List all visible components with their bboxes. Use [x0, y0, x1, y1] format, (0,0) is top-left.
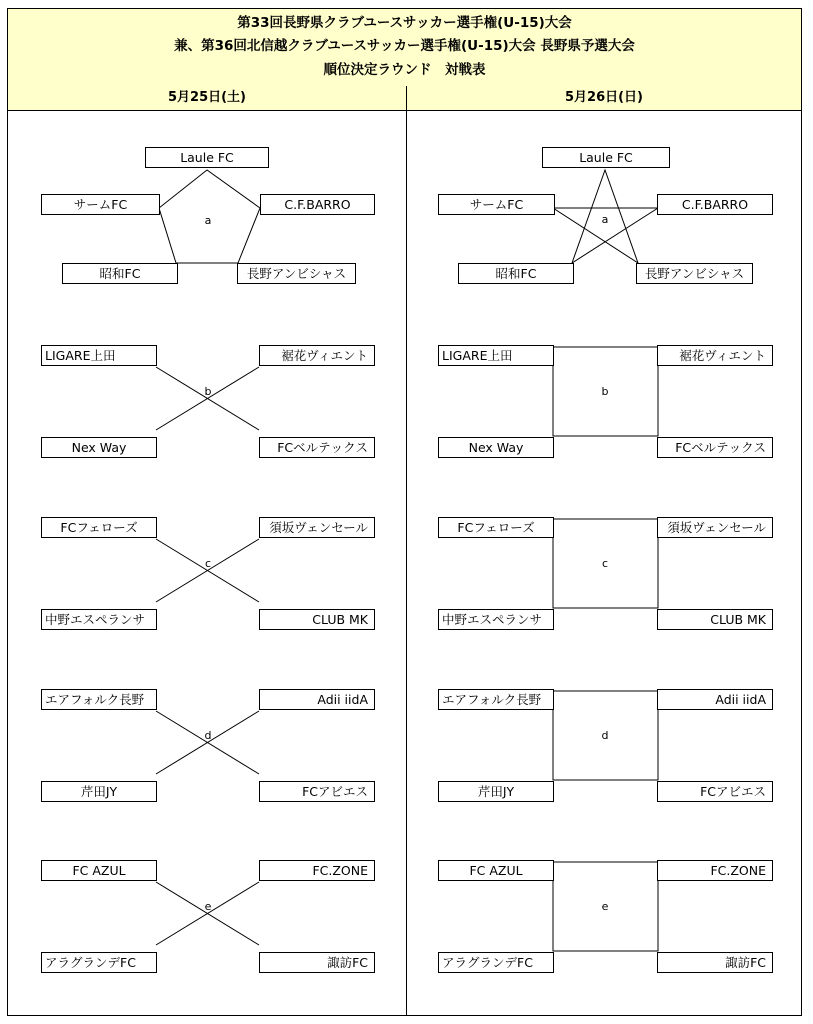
team-box-fc-fellows: FCフェローズ: [41, 517, 157, 538]
team-box-fc-azul: FC AZUL: [438, 860, 554, 881]
team-box-suzaka-vencer: 須坂ヴェンセール: [259, 517, 375, 538]
group-c-cross-day1: [156, 539, 259, 602]
team-box-cf-barro: C.F.BARRO: [657, 194, 773, 215]
team-box-sam-fc: サームFC: [438, 194, 555, 215]
group-b-cross-day1: [156, 367, 259, 430]
team-box-suzaka-vencer: 須坂ヴェンセール: [657, 517, 773, 538]
team-box-laule-fc: Laule FC: [542, 147, 670, 168]
team-box-fc-abies: FCアビエス: [259, 781, 375, 802]
team-box-fc-abies: FCアビエス: [657, 781, 773, 802]
team-box-fc-zone: FC.ZONE: [259, 860, 375, 881]
team-box-fc-azul: FC AZUL: [41, 860, 157, 881]
team-box-adii-iida: Adii iidA: [259, 689, 375, 710]
team-box-nex-way: Nex Way: [41, 437, 157, 458]
group-label-d-day2: d: [601, 729, 609, 742]
team-box-adii-iida: Adii iidA: [657, 689, 773, 710]
team-box-fc-vertex: FCベルテックス: [657, 437, 773, 458]
day-2-header: 5月26日(日): [564, 90, 644, 105]
team-box-ala-grande-fc: アラグランデFC: [438, 952, 554, 973]
group-label-a-day2: a: [601, 213, 609, 226]
team-box-erfolg-nagano: エアフォルク長野: [438, 689, 554, 710]
title-line-1: 第33回長野県クラブユースサッカー選手権(U-15)大会: [237, 15, 572, 31]
group-label-a-day1: a: [204, 214, 212, 227]
team-box-cf-barro: C.F.BARRO: [260, 194, 375, 215]
team-box-ligare-ueda: LIGARE上田: [438, 345, 554, 366]
title-line-2: 兼、第36回北信越クラブユースサッカー選手権(U-15)大会 長野県予選大会: [174, 38, 635, 54]
team-box-fc-vertex: FCベルテックス: [259, 437, 375, 458]
day-1-header: 5月25日(土): [167, 90, 247, 105]
group-e-cross-day1: [156, 882, 259, 945]
team-box-ligare-ueda: LIGARE上田: [41, 345, 157, 366]
team-box-serida-jy: 芹田JY: [41, 781, 157, 802]
group-label-c-day1: c: [204, 557, 212, 570]
team-box-showa-fc: 昭和FC: [62, 263, 178, 284]
team-box-fc-zone: FC.ZONE: [657, 860, 773, 881]
group-label-c-day2: c: [601, 557, 609, 570]
team-box-susobana-viento: 裾花ヴィエント: [657, 345, 773, 366]
team-box-nakano-esperanza: 中野エスペランサ: [438, 609, 554, 630]
team-box-club-mk: CLUB MK: [259, 609, 375, 630]
team-box-nagano-ambitious: 長野アンビシャス: [636, 263, 753, 284]
team-box-showa-fc: 昭和FC: [458, 263, 574, 284]
team-box-nex-way: Nex Way: [438, 437, 554, 458]
team-box-nakano-esperanza: 中野エスペランサ: [41, 609, 157, 630]
group-label-e-day1: e: [204, 900, 212, 913]
match-schedule-sheet: [7, 8, 802, 1016]
team-box-fc-fellows: FCフェローズ: [438, 517, 554, 538]
group-label-b-day1: b: [204, 385, 212, 398]
group-label-d-day1: d: [204, 729, 212, 742]
team-box-serida-jy: 芹田JY: [438, 781, 554, 802]
team-box-club-mk: CLUB MK: [657, 609, 773, 630]
group-label-e-day2: e: [601, 900, 609, 913]
team-box-nagano-ambitious: 長野アンビシャス: [237, 263, 356, 284]
group-d-cross-day1: [156, 711, 259, 774]
team-box-suwa-fc: 諏訪FC: [657, 952, 773, 973]
team-box-ala-grande-fc: アラグランデFC: [41, 952, 157, 973]
title-line-3: 順位決定ラウンド 対戦表: [323, 62, 486, 78]
team-box-laule-fc: Laule FC: [145, 147, 269, 168]
group-label-b-day2: b: [601, 385, 609, 398]
team-box-sam-fc: サームFC: [41, 194, 160, 215]
team-box-susobana-viento: 裾花ヴィエント: [259, 345, 375, 366]
team-box-suwa-fc: 諏訪FC: [259, 952, 375, 973]
team-box-erfolg-nagano: エアフォルク長野: [41, 689, 157, 710]
